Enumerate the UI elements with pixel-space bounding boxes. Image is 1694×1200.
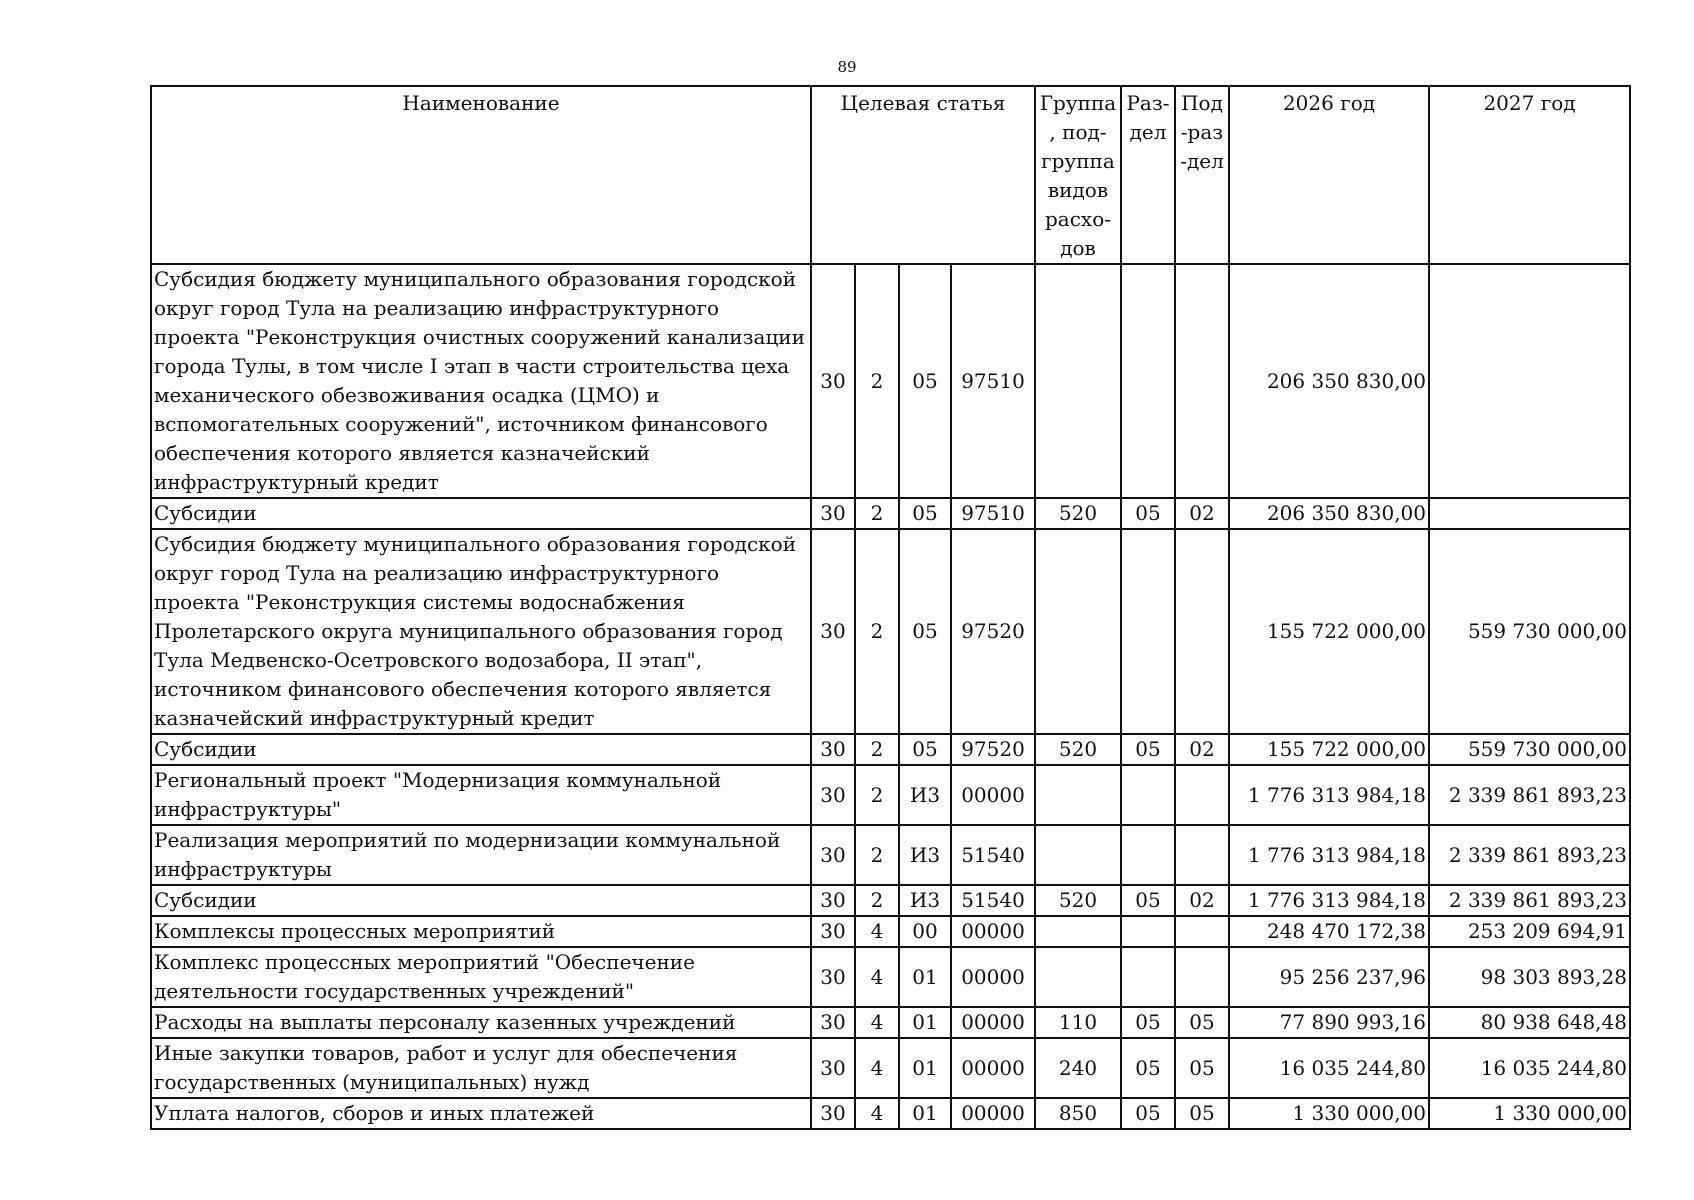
table-row — [151, 1007, 1630, 1038]
section-code — [1121, 529, 1175, 734]
header-target-article: Целевая статья — [811, 86, 1035, 264]
subsection-code — [1175, 947, 1229, 1007]
subsection-code: 05 — [1175, 1098, 1229, 1129]
amount-2026: 1 776 313 984,18 — [1229, 885, 1429, 916]
target-code-3: 05 — [899, 264, 951, 498]
target-code-3: И3 — [899, 765, 951, 825]
target-code-2: 4 — [855, 1038, 899, 1098]
row-name: Комплекс процессных мероприятий "Обеспечение деятельности государственных учреждений" — [151, 947, 811, 1007]
subsection-code: 05 — [1175, 1038, 1229, 1098]
expense-group — [1035, 916, 1121, 947]
amount-2027: 2 339 861 893,23 — [1429, 825, 1630, 885]
target-code-3: 05 — [899, 529, 951, 734]
amount-2027 — [1429, 498, 1630, 529]
section-code — [1121, 825, 1175, 885]
target-code-1: 30 — [811, 947, 855, 1007]
row-name: Расходы на выплаты персоналу казенных учреждений — [151, 1007, 811, 1038]
target-code-4: 51540 — [951, 885, 1035, 916]
target-code-2: 2 — [855, 765, 899, 825]
target-code-2: 4 — [855, 1007, 899, 1038]
target-code-4: 00000 — [951, 1007, 1035, 1038]
expense-group — [1035, 529, 1121, 734]
subsection-code — [1175, 825, 1229, 885]
amount-2027: 2 339 861 893,23 — [1429, 765, 1630, 825]
row-name: Реализация мероприятий по модернизации коммунальной инфраструктуры — [151, 825, 811, 885]
table-row — [151, 1038, 1630, 1098]
amount-2026: 248 470 172,38 — [1229, 916, 1429, 947]
target-code-1: 30 — [811, 765, 855, 825]
row-name: Субсидия бюджету муниципального образования городской округ город Тула на реализацию инфраструктурного проекта "Реконструкция системы водоснабжения Пролетарского округа муниципального образования город Тула Медвенско-Осетровского водозабора, II этап", источником финансового обеспечения которого является казначейский инфраструктурный кредит — [151, 529, 811, 734]
row-name: Уплата налогов, сборов и иных платежей — [151, 1098, 811, 1129]
table-row — [151, 765, 1630, 825]
row-name: Комплексы процессных мероприятий — [151, 916, 811, 947]
section-code: 05 — [1121, 885, 1175, 916]
table-row — [151, 885, 1630, 916]
table-row — [151, 498, 1630, 529]
target-code-1: 30 — [811, 885, 855, 916]
target-code-1: 30 — [811, 1098, 855, 1129]
target-code-1: 30 — [811, 1038, 855, 1098]
target-code-2: 2 — [855, 734, 899, 765]
target-code-3: И3 — [899, 825, 951, 885]
subsection-code: 05 — [1175, 1007, 1229, 1038]
amount-2027 — [1429, 264, 1630, 498]
amount-2026: 1 776 313 984,18 — [1229, 765, 1429, 825]
target-code-4: 97510 — [951, 498, 1035, 529]
target-code-3: 01 — [899, 1098, 951, 1129]
target-code-3: 05 — [899, 498, 951, 529]
amount-2027: 253 209 694,91 — [1429, 916, 1630, 947]
header-year-2026: 2026 год — [1229, 86, 1429, 264]
amount-2027: 559 730 000,00 — [1429, 734, 1630, 765]
amount-2027: 2 339 861 893,23 — [1429, 885, 1630, 916]
target-code-2: 2 — [855, 885, 899, 916]
page-number: 89 — [837, 58, 857, 76]
expense-group: 520 — [1035, 498, 1121, 529]
table-row — [151, 916, 1630, 947]
amount-2027: 1 330 000,00 — [1429, 1098, 1630, 1129]
target-code-1: 30 — [811, 498, 855, 529]
section-code: 05 — [1121, 734, 1175, 765]
expense-group — [1035, 947, 1121, 1007]
amount-2026: 1 330 000,00 — [1229, 1098, 1429, 1129]
header-name: Наименование — [151, 86, 811, 264]
section-code: 05 — [1121, 1038, 1175, 1098]
target-code-4: 97520 — [951, 734, 1035, 765]
target-code-4: 00000 — [951, 1098, 1035, 1129]
row-name: Иные закупки товаров, работ и услуг для обеспечения государственных (муниципальных) нужд — [151, 1038, 811, 1098]
subsection-code: 02 — [1175, 498, 1229, 529]
amount-2026: 16 035 244,80 — [1229, 1038, 1429, 1098]
expense-group: 110 — [1035, 1007, 1121, 1038]
section-code — [1121, 947, 1175, 1007]
target-code-4: 00000 — [951, 765, 1035, 825]
target-code-3: И3 — [899, 885, 951, 916]
target-code-4: 97520 — [951, 529, 1035, 734]
expense-group: 520 — [1035, 885, 1121, 916]
target-code-1: 30 — [811, 529, 855, 734]
subsection-code — [1175, 264, 1229, 498]
expense-group — [1035, 765, 1121, 825]
table-row — [151, 1098, 1630, 1129]
amount-2027: 80 938 648,48 — [1429, 1007, 1630, 1038]
target-code-1: 30 — [811, 1007, 855, 1038]
row-name: Субсидии — [151, 734, 811, 765]
section-code — [1121, 264, 1175, 498]
target-code-3: 05 — [899, 734, 951, 765]
section-code: 05 — [1121, 1098, 1175, 1129]
amount-2027: 559 730 000,00 — [1429, 529, 1630, 734]
target-code-4: 51540 — [951, 825, 1035, 885]
target-code-3: 01 — [899, 947, 951, 1007]
target-code-2: 4 — [855, 1098, 899, 1129]
target-code-4: 00000 — [951, 947, 1035, 1007]
row-name: Субсидия бюджету муниципального образования городской округ город Тула на реализацию инфраструктурного проекта "Реконструкция очистных сооружений канализации города Тулы, в том числе I этап в части строительства цеха механического обезвоживания осадка (ЦМО) и вспомогательных сооружений", источником финансового обеспечения которого является казначейский инфраструктурный кредит — [151, 264, 811, 498]
subsection-code: 02 — [1175, 885, 1229, 916]
target-code-3: 01 — [899, 1038, 951, 1098]
table-row — [151, 734, 1630, 765]
expense-group: 850 — [1035, 1098, 1121, 1129]
target-code-1: 30 — [811, 825, 855, 885]
expense-group: 520 — [1035, 734, 1121, 765]
section-code: 05 — [1121, 1007, 1175, 1038]
header-year-2027: 2027 год — [1429, 86, 1630, 264]
subsection-code — [1175, 916, 1229, 947]
header-row — [151, 86, 1630, 264]
target-code-3: 00 — [899, 916, 951, 947]
target-code-3: 01 — [899, 1007, 951, 1038]
subsection-code — [1175, 765, 1229, 825]
amount-2026: 206 350 830,00 — [1229, 498, 1429, 529]
expense-group — [1035, 264, 1121, 498]
subsection-code: 02 — [1175, 734, 1229, 765]
target-code-4: 00000 — [951, 916, 1035, 947]
amount-2026: 206 350 830,00 — [1229, 264, 1429, 498]
amount-2026: 95 256 237,96 — [1229, 947, 1429, 1007]
header-expense-group: Группа, под-группа видов расхо-дов — [1035, 86, 1121, 264]
target-code-2: 4 — [855, 916, 899, 947]
row-name: Региональный проект "Модернизация коммунальной инфраструктуры" — [151, 765, 811, 825]
amount-2026: 77 890 993,16 — [1229, 1007, 1429, 1038]
section-code — [1121, 765, 1175, 825]
table-row — [151, 825, 1630, 885]
amount-2027: 98 303 893,28 — [1429, 947, 1630, 1007]
target-code-1: 30 — [811, 734, 855, 765]
table-row — [151, 264, 1630, 498]
section-code — [1121, 916, 1175, 947]
row-name: Субсидии — [151, 498, 811, 529]
amount-2026: 155 722 000,00 — [1229, 734, 1429, 765]
row-name: Субсидии — [151, 885, 811, 916]
table-row — [151, 529, 1630, 734]
amount-2026: 155 722 000,00 — [1229, 529, 1429, 734]
target-code-2: 4 — [855, 947, 899, 1007]
amount-2026: 1 776 313 984,18 — [1229, 825, 1429, 885]
section-code: 05 — [1121, 498, 1175, 529]
target-code-4: 00000 — [951, 1038, 1035, 1098]
target-code-2: 2 — [855, 825, 899, 885]
table-row — [151, 947, 1630, 1007]
header-section: Раз-дел — [1121, 86, 1175, 264]
expense-group: 240 — [1035, 1038, 1121, 1098]
amount-2027: 16 035 244,80 — [1429, 1038, 1630, 1098]
subsection-code — [1175, 529, 1229, 734]
budget-table — [150, 85, 1631, 1130]
target-code-1: 30 — [811, 264, 855, 498]
target-code-2: 2 — [855, 529, 899, 734]
header-subsection: Под-раз-дел — [1175, 86, 1229, 264]
table-body — [151, 264, 1630, 1129]
target-code-2: 2 — [855, 498, 899, 529]
expense-group — [1035, 825, 1121, 885]
target-code-1: 30 — [811, 916, 855, 947]
target-code-2: 2 — [855, 264, 899, 498]
target-code-4: 97510 — [951, 264, 1035, 498]
